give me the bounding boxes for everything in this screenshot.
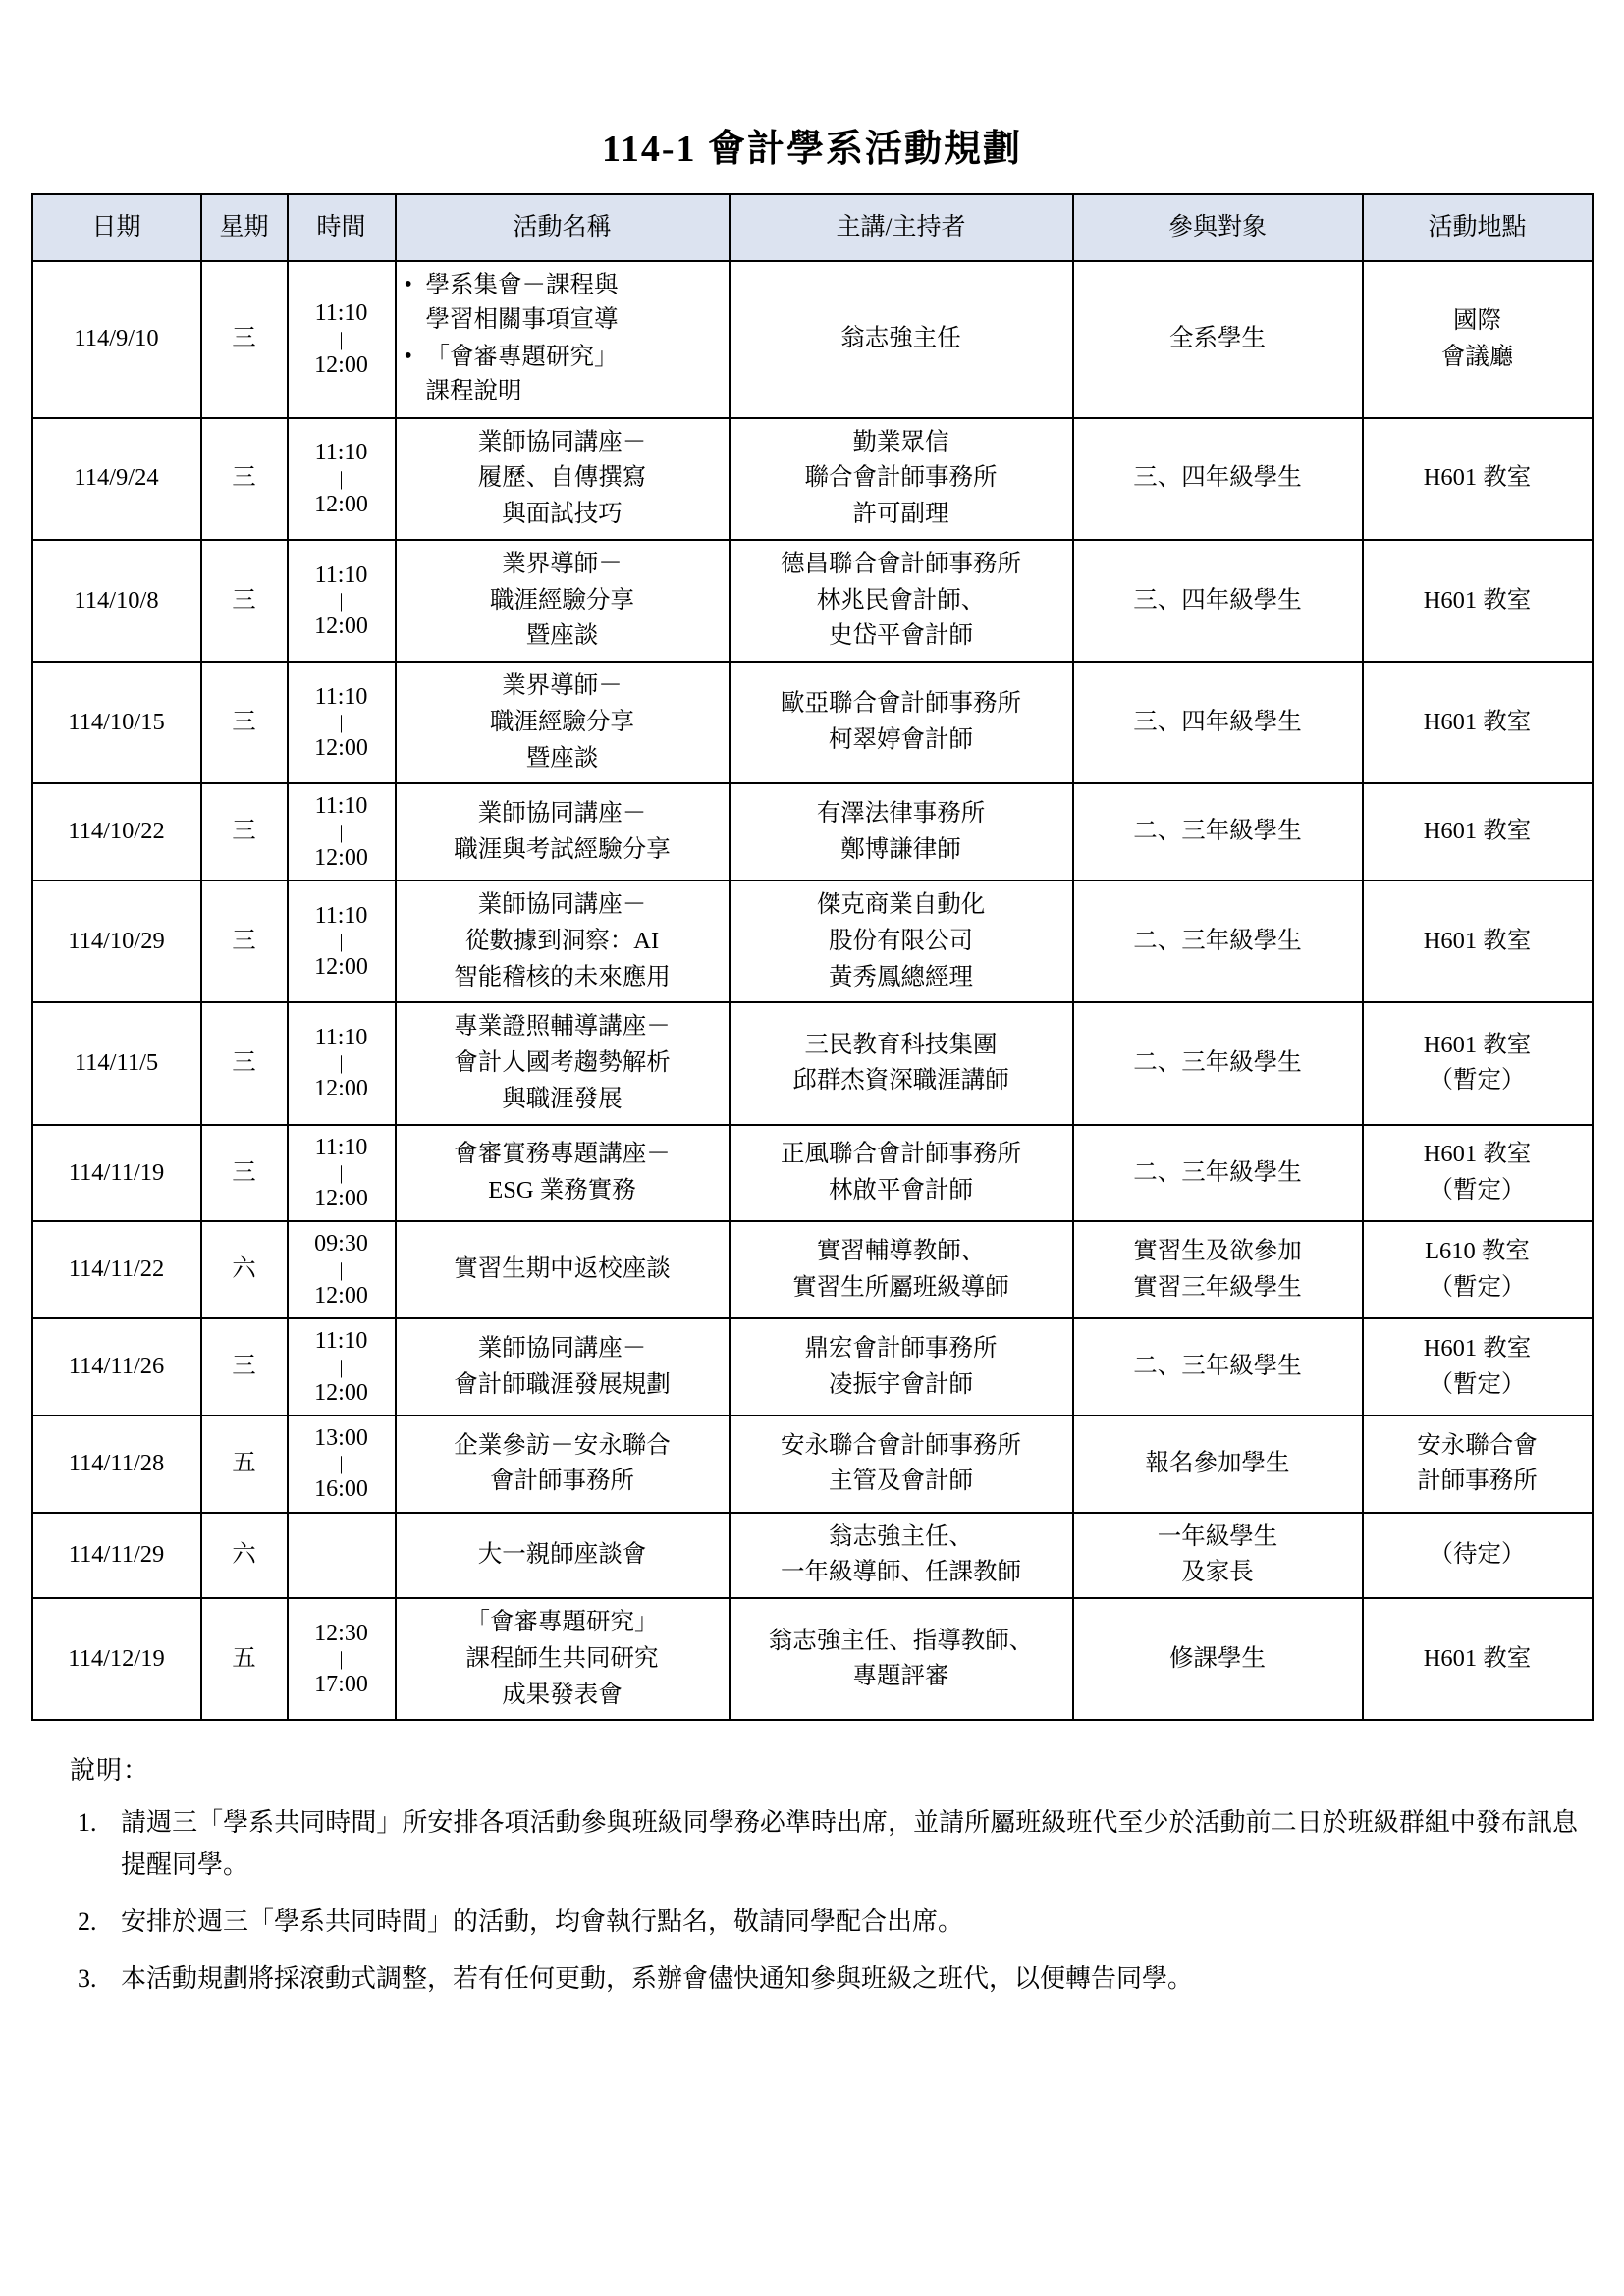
- notes-section: [46, 1750, 1578, 1999]
- note-item: 安排於週三「學系共同時間」的活動，均會執行點名，敬請同學配合出席。: [121, 1906, 964, 1936]
- activity-bullet-item: [401, 340, 725, 409]
- cell-time: [288, 261, 396, 418]
- location-line: H601 教室: [1423, 586, 1532, 614]
- activity-line: 企業參訪－安永聯合: [454, 1431, 671, 1459]
- cell-weekday: 三: [201, 662, 288, 783]
- cell-weekday: 六: [201, 1513, 288, 1599]
- speaker-line: 傑克商業自動化: [816, 891, 986, 919]
- activity-line: 會審實務專題講座－: [454, 1141, 671, 1168]
- table-body: [32, 261, 1593, 1721]
- activity-line: 業師協同講座－: [477, 1334, 647, 1362]
- location-line: H601 教室: [1423, 1644, 1532, 1672]
- cell-weekday: 三: [201, 1002, 288, 1124]
- column-header-date: 日期: [32, 194, 201, 261]
- time-separator: |: [339, 467, 344, 490]
- cell-date: 114/12/19: [32, 1598, 201, 1720]
- speaker-line: 三民教育科技集團: [804, 1031, 998, 1058]
- time-end: 12:00: [314, 954, 368, 981]
- time-end: 12:00: [314, 1379, 368, 1406]
- speaker-line: 歐亞聯合會計師事務所: [781, 690, 1021, 718]
- activity-line: 職涯與考試經驗分享: [454, 835, 671, 863]
- activity-line: ESG 業務實務: [488, 1176, 636, 1203]
- time-start: 11:10: [314, 1328, 368, 1355]
- time-start: 13:00: [314, 1424, 368, 1451]
- cell-weekday: 三: [201, 783, 288, 881]
- cell-time: [288, 1002, 396, 1124]
- activity-line: 會計師職涯發展規劃: [454, 1370, 671, 1398]
- cell-location: [1363, 418, 1593, 540]
- speaker-line: 鄭博謙律師: [840, 835, 961, 863]
- time-separator: |: [339, 1258, 344, 1281]
- activity-line: 實習生期中返校座談: [454, 1255, 671, 1283]
- location-line: H601 教室: [1423, 708, 1532, 735]
- cell-time: [288, 1598, 396, 1720]
- speaker-line: 林啟平會計師: [829, 1176, 973, 1203]
- speaker-line: 安永聯合會計師事務所: [781, 1431, 1021, 1459]
- speaker-line: 聯合會計師事務所: [804, 464, 998, 492]
- cell-location: [1363, 1125, 1593, 1222]
- column-header-activity: 活動名稱: [396, 194, 730, 261]
- speaker-line: 柯翠婷會計師: [829, 726, 973, 754]
- activity-line: 課程說明: [425, 378, 522, 405]
- cell-date: 114/11/5: [32, 1002, 201, 1124]
- location-line: （待定）: [1429, 1541, 1526, 1569]
- table-row: [32, 1221, 1593, 1318]
- time-start: 11:10: [314, 1025, 368, 1051]
- location-line: H601 教室: [1423, 1141, 1532, 1168]
- activity-line: 會計人國考趨勢解析: [454, 1049, 671, 1077]
- time-separator: |: [339, 821, 344, 843]
- cell-audience: [1073, 881, 1363, 1002]
- cell-speaker: [730, 418, 1073, 540]
- activity-line: 「會審專題研究」: [465, 1609, 659, 1636]
- location-line: 計師事務所: [1417, 1468, 1538, 1495]
- speaker-line: 史岱平會計師: [829, 622, 973, 650]
- cell-time: [288, 662, 396, 783]
- speaker-line: 勤業眾信: [852, 428, 949, 455]
- activity-line: • 學系集會－課程與: [425, 271, 619, 298]
- cell-activity-name: [396, 1513, 730, 1599]
- time-start: 11:10: [314, 683, 368, 710]
- audience-line: 二、三年級學生: [1133, 927, 1302, 954]
- cell-location: [1363, 1415, 1593, 1513]
- location-line: 安永聯合會: [1417, 1431, 1538, 1459]
- time-end: 12:00: [314, 1282, 368, 1308]
- cell-audience: [1073, 418, 1363, 540]
- table-row: [32, 662, 1593, 783]
- cell-location: [1363, 540, 1593, 662]
- table-row: [32, 1598, 1593, 1720]
- cell-audience: [1073, 1318, 1363, 1415]
- cell-weekday: 三: [201, 540, 288, 662]
- cell-date: 114/11/29: [32, 1513, 201, 1599]
- cell-location: [1363, 1513, 1593, 1599]
- time-start: 11:10: [314, 793, 368, 820]
- activity-line: 與職涯發展: [502, 1085, 623, 1112]
- table-row: [32, 783, 1593, 881]
- cell-activity-name: [396, 1002, 730, 1124]
- table-row: [32, 1415, 1593, 1513]
- location-line: （暫定）: [1429, 1273, 1526, 1301]
- cell-activity-name: [396, 540, 730, 662]
- note-item: 請週三「學系共同時間」所安排各項活動參與班級同學務必準時出席，並請所屬班級班代至少於活動前二日於班級群組中發布訊息提醒同學。: [121, 1808, 1578, 1879]
- cell-time: [288, 783, 396, 881]
- speaker-line: 實習生所屬班級導師: [792, 1273, 1009, 1301]
- activity-line: 業界導師－: [502, 550, 623, 577]
- cell-time: [288, 540, 396, 662]
- cell-time: [288, 881, 396, 1002]
- cell-date: 114/10/22: [32, 783, 201, 881]
- time-end: 12:00: [314, 1185, 368, 1211]
- activity-line: 從數據到洞察：AI: [464, 927, 660, 954]
- activity-line: 履歷、自傳撰寫: [477, 464, 647, 492]
- activity-line: 業師協同講座－: [477, 891, 647, 919]
- cell-time: [288, 1318, 396, 1415]
- cell-time: [288, 1513, 396, 1599]
- location-line: 會議廳: [1440, 343, 1514, 370]
- table-row: [32, 1318, 1593, 1415]
- time-separator: |: [339, 931, 344, 953]
- activity-bullet-item: [401, 268, 725, 338]
- time-end: 12:00: [314, 844, 368, 871]
- cell-weekday: 三: [201, 418, 288, 540]
- cell-activity-name: [396, 261, 730, 418]
- table-row: [32, 1513, 1593, 1599]
- speaker-line: 正風聯合會計師事務所: [781, 1141, 1021, 1168]
- audience-line: 全系學生: [1169, 325, 1266, 352]
- cell-activity-name: [396, 662, 730, 783]
- location-line: H601 教室: [1423, 1031, 1532, 1058]
- activity-line: 業師協同講座－: [477, 799, 647, 827]
- column-header-speaker: 主講/主持者: [730, 194, 1073, 261]
- speaker-line: 專題評審: [852, 1663, 949, 1690]
- cell-speaker: [730, 881, 1073, 1002]
- table-row: [32, 418, 1593, 540]
- cell-location: [1363, 662, 1593, 783]
- cell-weekday: 三: [201, 261, 288, 418]
- cell-date: 114/11/22: [32, 1221, 201, 1318]
- activity-line: 學習相關事項宣導: [425, 306, 619, 334]
- cell-speaker: [730, 1598, 1073, 1720]
- notes-list: [70, 1802, 1578, 1999]
- cell-audience: [1073, 1513, 1363, 1599]
- table-row: [32, 881, 1593, 1002]
- activity-line: 智能稽核的未來應用: [454, 963, 671, 990]
- cell-location: [1363, 1598, 1593, 1720]
- activity-line: 業界導師－: [502, 672, 623, 700]
- cell-weekday: 三: [201, 1125, 288, 1222]
- speaker-line: 翁志強主任、: [829, 1522, 973, 1550]
- page-title: 114-1 會計學系活動規劃: [601, 129, 1023, 170]
- location-line: （暫定）: [1429, 1370, 1526, 1398]
- cell-date: 114/10/29: [32, 881, 201, 1002]
- location-line: （暫定）: [1429, 1176, 1526, 1203]
- time-end: 12:00: [314, 613, 368, 639]
- table-row: [32, 1125, 1593, 1222]
- cell-audience: [1073, 1002, 1363, 1124]
- audience-line: 三、四年級學生: [1133, 708, 1302, 735]
- time-separator: |: [339, 712, 344, 734]
- table-header-row: [32, 194, 1593, 261]
- audience-line: 一年級學生: [1157, 1522, 1278, 1550]
- audience-line: 三、四年級學生: [1133, 586, 1302, 614]
- location-line: （暫定）: [1429, 1067, 1526, 1095]
- audience-line: 實習生及欲參加: [1133, 1238, 1302, 1265]
- cell-date: 114/11/19: [32, 1125, 201, 1222]
- cell-activity-name: [396, 1598, 730, 1720]
- cell-audience: [1073, 1598, 1363, 1720]
- cell-speaker: [730, 1221, 1073, 1318]
- column-header-audience: 參與對象: [1073, 194, 1363, 261]
- cell-speaker: [730, 540, 1073, 662]
- activity-line: 暨座談: [525, 622, 599, 650]
- cell-speaker: [730, 783, 1073, 881]
- column-header-time: 時間: [288, 194, 396, 261]
- speaker-line: 翁志強主任、指導教師、: [768, 1627, 1034, 1654]
- audience-line: 實習三年級學生: [1133, 1273, 1302, 1301]
- cell-audience: [1073, 1415, 1363, 1513]
- cell-speaker: [730, 1002, 1073, 1124]
- activity-line: 職涯經驗分享: [490, 586, 634, 614]
- audience-line: 及家長: [1181, 1559, 1254, 1586]
- cell-location: [1363, 1221, 1593, 1318]
- cell-audience: [1073, 261, 1363, 418]
- time-start: 11:10: [314, 440, 368, 466]
- audience-line: 二、三年級學生: [1133, 1158, 1302, 1186]
- activity-line: 與面試技巧: [502, 501, 623, 528]
- location-line: H601 教室: [1423, 927, 1532, 954]
- cell-date: 114/11/26: [32, 1318, 201, 1415]
- table-row: [32, 1002, 1593, 1124]
- audience-line: 修課學生: [1169, 1644, 1266, 1672]
- cell-activity-name: [396, 783, 730, 881]
- cell-activity-name: [396, 418, 730, 540]
- time-separator: |: [339, 1356, 344, 1378]
- activity-line: 暨座談: [525, 744, 599, 772]
- cell-activity-name: [396, 1318, 730, 1415]
- column-header-location: 活動地點: [1363, 194, 1593, 261]
- activity-line: 成果發表會: [502, 1681, 623, 1708]
- cell-speaker: [730, 1513, 1073, 1599]
- location-line: H601 教室: [1423, 1334, 1532, 1362]
- cell-weekday: 三: [201, 881, 288, 1002]
- notes-heading: 說明：: [70, 1756, 150, 1786]
- activity-line: 大一親師座談會: [477, 1541, 647, 1569]
- speaker-line: 一年級導師、任課教師: [781, 1559, 1021, 1586]
- cell-weekday: 五: [201, 1598, 288, 1720]
- audience-line: 二、三年級學生: [1133, 1353, 1302, 1380]
- speaker-line: 邱群杰資深職涯講師: [792, 1067, 1009, 1095]
- speaker-line: 翁志強主任: [840, 325, 961, 352]
- location-line: L610 教室: [1425, 1238, 1530, 1265]
- cell-audience: [1073, 783, 1363, 881]
- time-separator: |: [339, 328, 344, 350]
- time-start: 11:10: [314, 902, 368, 929]
- time-separator: |: [339, 1648, 344, 1671]
- cell-weekday: 三: [201, 1318, 288, 1415]
- time-end: 12:00: [314, 735, 368, 762]
- time-separator: |: [339, 1453, 344, 1475]
- activity-bullet-list: [401, 268, 725, 409]
- time-end: 17:00: [314, 1672, 368, 1698]
- cell-audience: [1073, 540, 1363, 662]
- time-end: 16:00: [314, 1476, 368, 1503]
- cell-location: [1363, 261, 1593, 418]
- location-line: H601 教室: [1423, 818, 1532, 845]
- cell-activity-name: [396, 1415, 730, 1513]
- speaker-line: 凌振宇會計師: [829, 1370, 973, 1398]
- cell-date: 114/9/10: [32, 261, 201, 418]
- time-separator: |: [339, 589, 344, 612]
- time-start: 11:10: [314, 300, 368, 327]
- cell-time: [288, 1221, 396, 1318]
- cell-date: 114/10/8: [32, 540, 201, 662]
- cell-date: 114/11/28: [32, 1415, 201, 1513]
- cell-weekday: 六: [201, 1221, 288, 1318]
- speaker-line: 主管及會計師: [829, 1468, 973, 1495]
- cell-time: [288, 1125, 396, 1222]
- time-start: 09:30: [314, 1231, 368, 1257]
- speaker-line: 德昌聯合會計師事務所: [781, 550, 1021, 577]
- cell-location: [1363, 783, 1593, 881]
- speaker-line: 鼎宏會計師事務所: [804, 1334, 998, 1362]
- time-start: 11:10: [314, 1134, 368, 1160]
- cell-speaker: [730, 1415, 1073, 1513]
- cell-location: [1363, 881, 1593, 1002]
- audience-line: 報名參加學生: [1145, 1449, 1290, 1476]
- time-start: 11:10: [314, 561, 368, 588]
- activity-line: 業師協同講座－: [477, 428, 647, 455]
- activity-schedule-table: [31, 193, 1594, 1721]
- cell-time: [288, 1415, 396, 1513]
- cell-date: 114/9/24: [32, 418, 201, 540]
- location-line: H601 教室: [1423, 464, 1532, 492]
- cell-speaker: [730, 1125, 1073, 1222]
- time-end: 12:00: [314, 351, 368, 378]
- cell-audience: [1073, 662, 1363, 783]
- table-row: [32, 540, 1593, 662]
- activity-line: 專業證照輔導講座－: [454, 1013, 671, 1041]
- speaker-line: 實習輔導教師、: [816, 1238, 986, 1265]
- cell-date: 114/10/15: [32, 662, 201, 783]
- activity-line: 課程師生共同研究: [465, 1644, 659, 1672]
- cell-time: [288, 418, 396, 540]
- time-end: 12:00: [314, 1076, 368, 1102]
- activity-line: 職涯經驗分享: [490, 708, 634, 735]
- cell-speaker: [730, 1318, 1073, 1415]
- activity-line: • 「會審專題研究」: [425, 343, 619, 370]
- cell-location: [1363, 1002, 1593, 1124]
- time-separator: |: [339, 1052, 344, 1075]
- cell-location: [1363, 1318, 1593, 1415]
- table-row: [32, 261, 1593, 418]
- cell-activity-name: [396, 881, 730, 1002]
- cell-audience: [1073, 1125, 1363, 1222]
- cell-audience: [1073, 1221, 1363, 1318]
- cell-weekday: 五: [201, 1415, 288, 1513]
- cell-activity-name: [396, 1125, 730, 1222]
- audience-line: 二、三年級學生: [1133, 818, 1302, 845]
- speaker-line: 股份有限公司: [829, 927, 973, 954]
- cell-speaker: [730, 261, 1073, 418]
- activity-line: 會計師事務所: [490, 1468, 634, 1495]
- time-separator: |: [339, 1161, 344, 1184]
- note-item: 本活動規劃將採滾動式調整，若有任何更動，系辦會儘快通知參與班級之班代，以便轉告同學。: [121, 1963, 1194, 1993]
- audience-line: 二、三年級學生: [1133, 1049, 1302, 1077]
- speaker-line: 林兆民會計師、: [816, 586, 986, 614]
- speaker-line: 許可副理: [852, 501, 949, 528]
- cell-activity-name: [396, 1221, 730, 1318]
- cell-speaker: [730, 662, 1073, 783]
- audience-line: 三、四年級學生: [1133, 464, 1302, 492]
- speaker-line: 黃秀鳳總經理: [829, 963, 973, 990]
- time-start: 12:30: [314, 1620, 368, 1646]
- time-end: 12:00: [314, 491, 368, 517]
- speaker-line: 有澤法律事務所: [816, 799, 986, 827]
- location-line: 國際: [1453, 306, 1501, 334]
- column-header-weekday: 星期: [201, 194, 288, 261]
